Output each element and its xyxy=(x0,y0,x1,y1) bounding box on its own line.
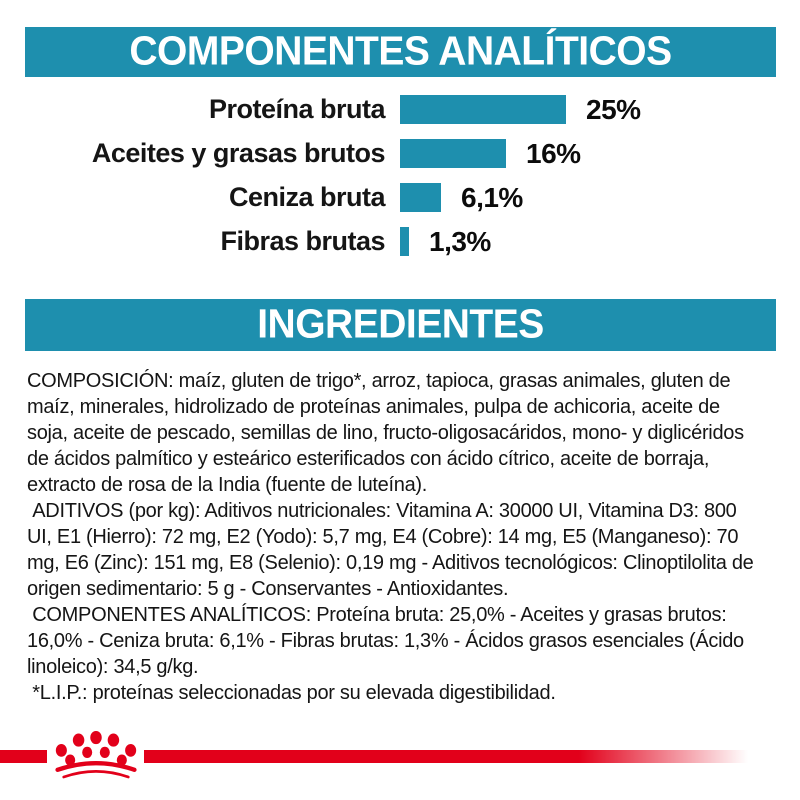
ingredients-header xyxy=(25,299,776,351)
chart-value-label: 25% xyxy=(586,93,641,125)
ingredients-text-block xyxy=(27,368,759,706)
ingredients-paragraph: COMPONENTES ANALÍTICOS: Proteína bruta: 25,0% - Aceites y grasas brutos: 16,0% - Ceniza bruta: 6,1% - Fibras brutas: 1,3% - Ácidos grasos esenciales (Ácido linoleico): 34,5 g/kg. xyxy=(27,604,750,678)
chart-value-label: 6,1% xyxy=(461,181,523,213)
ingredients-paragraph: *L.I.P.: proteínas seleccionadas por su elevada digestibilidad. xyxy=(27,682,556,704)
chart-category-label: Aceites y grasas brutos xyxy=(91,138,385,168)
analytical-components-title: COMPONENTES ANALÍTICOS xyxy=(129,29,672,74)
analytical-components-bar-chart xyxy=(0,95,800,271)
red-stripe-right xyxy=(144,750,748,763)
chart-value-label: 1,3% xyxy=(429,225,491,257)
chart-bar xyxy=(400,183,441,212)
chart-bar xyxy=(400,95,566,124)
chart-row xyxy=(0,139,800,168)
chart-value-label: 16% xyxy=(526,137,581,169)
chart-category-label: Ceniza bruta xyxy=(228,182,385,212)
analytical-components-header xyxy=(25,27,776,77)
chart-row xyxy=(0,183,800,212)
ingredients-title: INGREDIENTES xyxy=(257,302,544,347)
ingredients-paragraph: ADITIVOS (por kg): Aditivos nutricionales: Vitamina A: 30000 UI, Vitamina D3: 800 UI, E1 (Hierro): 72 mg, E2 (Yodo): 5,7 mg, E4 (Cobre): 14 mg, E5 (Manganeso): 70 mg, E6 (Zinc): 151 mg, E8 (Selenio): 0,19 mg - Aditivos tecnológicos: Clinoptilolita de origen sedimentario: 5 g - Conservantes - Antioxidantes. xyxy=(27,500,759,600)
chart-category-label: Fibras brutas xyxy=(220,226,385,256)
chart-row xyxy=(0,95,800,124)
chart-bar xyxy=(400,139,506,168)
chart-row xyxy=(0,227,800,256)
chart-category-label: Proteína bruta xyxy=(208,94,385,124)
ingredients-paragraph: COMPOSICIÓN: maíz, gluten de trigo*, arroz, tapioca, grasas animales, gluten de maíz, minerales, hidrolizado de proteínas animales, pulpa de achicoria, aceite de soja, aceite de pescado, semillas de lino, fructo-oligosacáridos, mono- y diglicéridos de ácidos palmítico y esteárico esterificados con ácido cítrico, aceite de borraja, extracto de rosa de la India (fuente de luteína). xyxy=(27,370,750,496)
chart-bar xyxy=(400,227,409,256)
red-stripe-left xyxy=(0,750,47,763)
royal-canin-crown-icon xyxy=(55,731,137,781)
